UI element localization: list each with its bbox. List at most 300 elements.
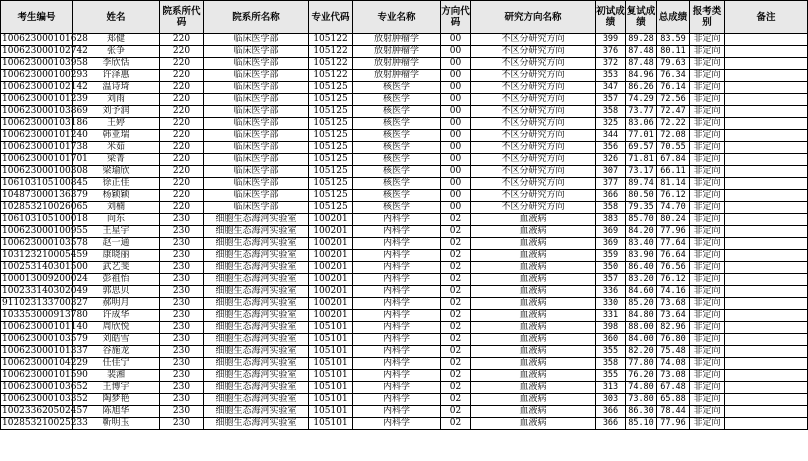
cell-initial-score: 358 bbox=[596, 358, 626, 370]
cell-direction-name: 不区分研究方向 bbox=[471, 178, 596, 190]
cell-direction-name: 血液病 bbox=[471, 418, 596, 430]
cell-direction-name: 血液病 bbox=[471, 214, 596, 226]
cell-direction-name: 不区分研究方向 bbox=[471, 166, 596, 178]
table-row bbox=[1, 418, 808, 430]
cell-major-name: 内科学 bbox=[353, 406, 441, 418]
cell-remarks bbox=[725, 178, 808, 190]
cell-major-code: 100201 bbox=[309, 286, 353, 298]
cell-name: 郑健 bbox=[73, 34, 160, 46]
cell-major-code: 105101 bbox=[309, 418, 353, 430]
cell-major-code: 105101 bbox=[309, 346, 353, 358]
cell-apply-type: 非定向 bbox=[690, 106, 725, 118]
cell-initial-score: 399 bbox=[596, 34, 626, 46]
cell-dept-code: 220 bbox=[160, 106, 204, 118]
cell-dept-code: 230 bbox=[160, 286, 204, 298]
cell-dept-name: 临床医学部 bbox=[204, 94, 309, 106]
table-row bbox=[1, 250, 808, 262]
cell-exam-id: 911023133700327 bbox=[2, 298, 88, 309]
cell-major-code: 105125 bbox=[309, 94, 353, 106]
cell-direction-code: 00 bbox=[441, 118, 471, 130]
cell-total-score: 72.47 bbox=[657, 106, 690, 118]
cell-initial-score: 331 bbox=[596, 310, 626, 322]
cell-apply-type: 非定向 bbox=[690, 334, 725, 346]
cell-initial-score: 303 bbox=[596, 394, 626, 406]
cell-dept-name: 临床医学部 bbox=[204, 58, 309, 70]
cell-dept-name: 临床医学部 bbox=[204, 82, 309, 94]
cell-dept-code: 230 bbox=[160, 250, 204, 262]
cell-major-name: 放射肿瘤学 bbox=[353, 58, 441, 70]
cell-name: 刘楠 bbox=[73, 202, 160, 214]
cell-dept-code: 230 bbox=[160, 406, 204, 418]
table-row bbox=[1, 190, 808, 202]
cell-remarks bbox=[725, 406, 808, 418]
cell-remarks bbox=[725, 394, 808, 406]
cell-initial-score: 313 bbox=[596, 382, 626, 394]
cell-dept-code: 230 bbox=[160, 262, 204, 274]
cell-total-score: 75.48 bbox=[657, 346, 690, 358]
header-direction-code: 方向代码 bbox=[441, 1, 471, 34]
cell-direction-name: 不区分研究方向 bbox=[471, 142, 596, 154]
cell-direction-code: 02 bbox=[441, 274, 471, 286]
cell-dept-code: 230 bbox=[160, 358, 204, 370]
table-row bbox=[1, 142, 808, 154]
cell-exam-id: 102853210026065 bbox=[2, 202, 88, 213]
header-apply-type: 报考类别 bbox=[690, 1, 725, 34]
table-row bbox=[1, 34, 808, 46]
cell-initial-score: 358 bbox=[596, 202, 626, 214]
cell-major-code: 105101 bbox=[309, 358, 353, 370]
cell-retest-score: 85.20 bbox=[626, 298, 657, 310]
cell-direction-code: 02 bbox=[441, 262, 471, 274]
cell-major-code: 105101 bbox=[309, 370, 353, 382]
cell-direction-code: 00 bbox=[441, 34, 471, 46]
cell-dept-code: 230 bbox=[160, 226, 204, 238]
cell-total-score: 76.12 bbox=[657, 190, 690, 202]
cell-apply-type: 非定向 bbox=[690, 202, 725, 214]
cell-major-name: 内科学 bbox=[353, 238, 441, 250]
cell-major-name: 核医学 bbox=[353, 106, 441, 118]
cell-name: 韩亚瑞 bbox=[73, 130, 160, 142]
cell-retest-score: 83.90 bbox=[626, 250, 657, 262]
cell-dept-name: 细胞生态海河实验室 bbox=[204, 298, 309, 310]
cell-direction-code: 00 bbox=[441, 94, 471, 106]
cell-total-score: 73.68 bbox=[657, 298, 690, 310]
table-row bbox=[1, 310, 808, 322]
cell-total-score: 80.11 bbox=[657, 46, 690, 58]
cell-name: 郝明月 bbox=[73, 298, 160, 310]
cell-retest-score: 73.17 bbox=[626, 166, 657, 178]
table-row bbox=[1, 238, 808, 250]
cell-dept-code: 230 bbox=[160, 370, 204, 382]
cell-exam-id: 100233620502457 bbox=[2, 406, 88, 417]
cell-major-name: 内科学 bbox=[353, 418, 441, 430]
cell-dept-name: 细胞生态海河实验室 bbox=[204, 214, 309, 226]
cell-direction-code: 02 bbox=[441, 214, 471, 226]
cell-name: 靳明玉 bbox=[73, 418, 160, 430]
table-row bbox=[1, 46, 808, 58]
cell-major-name: 放射肿瘤学 bbox=[353, 70, 441, 82]
cell-direction-name: 血液病 bbox=[471, 310, 596, 322]
header-retest-score: 复试成绩 bbox=[626, 1, 657, 34]
cell-direction-code: 00 bbox=[441, 142, 471, 154]
cell-retest-score: 79.35 bbox=[626, 202, 657, 214]
cell-exam-id: 100623000103579 bbox=[2, 334, 88, 345]
cell-initial-score: 358 bbox=[596, 106, 626, 118]
cell-initial-score: 344 bbox=[596, 130, 626, 142]
cell-name: 陈旭华 bbox=[73, 406, 160, 418]
cell-retest-score: 86.40 bbox=[626, 262, 657, 274]
cell-initial-score: 326 bbox=[596, 154, 626, 166]
cell-major-name: 核医学 bbox=[353, 130, 441, 142]
cell-remarks bbox=[725, 262, 808, 274]
cell-dept-name: 细胞生态海河实验室 bbox=[204, 250, 309, 262]
cell-major-name: 内科学 bbox=[353, 346, 441, 358]
cell-retest-score: 84.60 bbox=[626, 286, 657, 298]
cell-apply-type: 非定向 bbox=[690, 70, 725, 82]
cell-direction-code: 00 bbox=[441, 70, 471, 82]
cell-direction-name: 血液病 bbox=[471, 286, 596, 298]
cell-major-code: 100201 bbox=[309, 262, 353, 274]
cell-major-code: 105101 bbox=[309, 322, 353, 334]
cell-exam-id: 100623000101140 bbox=[2, 322, 88, 333]
cell-remarks bbox=[725, 166, 808, 178]
cell-retest-score: 85.70 bbox=[626, 214, 657, 226]
cell-major-name: 核医学 bbox=[353, 154, 441, 166]
cell-initial-score: 355 bbox=[596, 370, 626, 382]
cell-total-score: 72.56 bbox=[657, 94, 690, 106]
cell-total-score: 74.08 bbox=[657, 358, 690, 370]
cell-direction-code: 00 bbox=[441, 46, 471, 58]
cell-total-score: 74.70 bbox=[657, 202, 690, 214]
cell-retest-score: 89.28 bbox=[626, 34, 657, 46]
cell-name: 李欣恬 bbox=[73, 58, 160, 70]
header-major-code: 专业代码 bbox=[309, 1, 353, 34]
cell-exam-id: 103353000913780 bbox=[2, 310, 88, 321]
cell-retest-score: 88.00 bbox=[626, 322, 657, 334]
cell-major-name: 核医学 bbox=[353, 94, 441, 106]
cell-initial-score: 369 bbox=[596, 238, 626, 250]
table-row bbox=[1, 262, 808, 274]
cell-remarks bbox=[725, 418, 808, 430]
cell-initial-score: 330 bbox=[596, 298, 626, 310]
table-row bbox=[1, 298, 808, 310]
cell-total-score: 77.96 bbox=[657, 226, 690, 238]
cell-major-code: 105125 bbox=[309, 142, 353, 154]
cell-major-code: 100201 bbox=[309, 226, 353, 238]
cell-direction-code: 02 bbox=[441, 346, 471, 358]
cell-retest-score: 76.20 bbox=[626, 370, 657, 382]
cell-name: 刘雨 bbox=[73, 94, 160, 106]
cell-name: 谷施龙 bbox=[73, 346, 160, 358]
cell-retest-score: 82.20 bbox=[626, 346, 657, 358]
cell-exam-id: 100623000101590 bbox=[2, 370, 88, 381]
cell-name: 王博宇 bbox=[73, 382, 160, 394]
cell-dept-code: 220 bbox=[160, 94, 204, 106]
cell-apply-type: 非定向 bbox=[690, 346, 725, 358]
cell-exam-id: 103123210005459 bbox=[2, 250, 88, 261]
cell-retest-score: 74.80 bbox=[626, 382, 657, 394]
cell-dept-name: 临床医学部 bbox=[204, 142, 309, 154]
cell-direction-name: 不区分研究方向 bbox=[471, 34, 596, 46]
cell-major-name: 内科学 bbox=[353, 298, 441, 310]
cell-dept-code: 220 bbox=[160, 82, 204, 94]
cell-dept-name: 临床医学部 bbox=[204, 190, 309, 202]
cell-exam-id: 100623000102742 bbox=[2, 46, 88, 57]
table-row bbox=[1, 94, 808, 106]
cell-total-score: 76.34 bbox=[657, 70, 690, 82]
cell-remarks bbox=[725, 142, 808, 154]
cell-total-score: 79.63 bbox=[657, 58, 690, 70]
cell-initial-score: 398 bbox=[596, 322, 626, 334]
cell-direction-name: 血液病 bbox=[471, 226, 596, 238]
cell-total-score: 67.48 bbox=[657, 382, 690, 394]
cell-retest-score: 87.48 bbox=[626, 46, 657, 58]
cell-apply-type: 非定向 bbox=[690, 130, 725, 142]
cell-major-name: 核医学 bbox=[353, 178, 441, 190]
cell-exam-id: 102853210025233 bbox=[2, 418, 88, 429]
cell-name: 武艺斐 bbox=[73, 262, 160, 274]
cell-direction-name: 血液病 bbox=[471, 298, 596, 310]
cell-remarks bbox=[725, 70, 808, 82]
cell-name: 康晓丽 bbox=[73, 250, 160, 262]
cell-direction-name: 血液病 bbox=[471, 394, 596, 406]
cell-retest-score: 77.80 bbox=[626, 358, 657, 370]
cell-major-name: 内科学 bbox=[353, 394, 441, 406]
cell-apply-type: 非定向 bbox=[690, 166, 725, 178]
cell-total-score: 77.64 bbox=[657, 238, 690, 250]
cell-apply-type: 非定向 bbox=[690, 46, 725, 58]
cell-direction-code: 02 bbox=[441, 406, 471, 418]
cell-dept-code: 230 bbox=[160, 310, 204, 322]
cell-name: 彭祖怡 bbox=[73, 274, 160, 286]
cell-total-score: 76.12 bbox=[657, 274, 690, 286]
cell-retest-score: 84.80 bbox=[626, 310, 657, 322]
cell-major-code: 100201 bbox=[309, 274, 353, 286]
cell-total-score: 74.16 bbox=[657, 286, 690, 298]
cell-direction-name: 不区分研究方向 bbox=[471, 82, 596, 94]
cell-dept-name: 细胞生态海河实验室 bbox=[204, 334, 309, 346]
cell-initial-score: 350 bbox=[596, 262, 626, 274]
cell-direction-code: 02 bbox=[441, 250, 471, 262]
cell-remarks bbox=[725, 118, 808, 130]
cell-exam-id: 100623000100308 bbox=[2, 166, 88, 177]
cell-name: 郭思贝 bbox=[73, 286, 160, 298]
cell-apply-type: 非定向 bbox=[690, 262, 725, 274]
cell-dept-code: 230 bbox=[160, 334, 204, 346]
cell-apply-type: 非定向 bbox=[690, 118, 725, 130]
cell-total-score: 73.08 bbox=[657, 370, 690, 382]
cell-dept-code: 230 bbox=[160, 298, 204, 310]
cell-apply-type: 非定向 bbox=[690, 322, 725, 334]
cell-dept-name: 细胞生态海河实验室 bbox=[204, 322, 309, 334]
cell-direction-code: 00 bbox=[441, 202, 471, 214]
cell-direction-code: 02 bbox=[441, 370, 471, 382]
cell-total-score: 72.22 bbox=[657, 118, 690, 130]
cell-major-code: 105125 bbox=[309, 166, 353, 178]
cell-dept-name: 细胞生态海河实验室 bbox=[204, 358, 309, 370]
table-row bbox=[1, 322, 808, 334]
cell-remarks bbox=[725, 46, 808, 58]
cell-direction-name: 不区分研究方向 bbox=[471, 118, 596, 130]
table-row bbox=[1, 370, 808, 382]
cell-apply-type: 非定向 bbox=[690, 250, 725, 262]
cell-remarks bbox=[725, 106, 808, 118]
cell-exam-id: 100623000103869 bbox=[2, 106, 88, 117]
cell-dept-code: 220 bbox=[160, 70, 204, 82]
cell-direction-name: 血液病 bbox=[471, 250, 596, 262]
cell-total-score: 81.14 bbox=[657, 178, 690, 190]
cell-retest-score: 84.96 bbox=[626, 70, 657, 82]
cell-exam-id: 100253140301500 bbox=[2, 262, 88, 273]
cell-direction-name: 血液病 bbox=[471, 406, 596, 418]
cell-total-score: 67.84 bbox=[657, 154, 690, 166]
cell-dept-code: 220 bbox=[160, 46, 204, 58]
cell-major-code: 105101 bbox=[309, 382, 353, 394]
cell-direction-name: 不区分研究方向 bbox=[471, 202, 596, 214]
cell-retest-score: 80.50 bbox=[626, 190, 657, 202]
cell-total-score: 73.64 bbox=[657, 310, 690, 322]
cell-total-score: 76.56 bbox=[657, 262, 690, 274]
cell-direction-code: 02 bbox=[441, 394, 471, 406]
cell-total-score: 66.11 bbox=[657, 166, 690, 178]
cell-apply-type: 非定向 bbox=[690, 310, 725, 322]
cell-major-code: 105122 bbox=[309, 70, 353, 82]
cell-total-score: 76.64 bbox=[657, 250, 690, 262]
cell-dept-code: 220 bbox=[160, 130, 204, 142]
cell-remarks bbox=[725, 154, 808, 166]
cell-apply-type: 非定向 bbox=[690, 394, 725, 406]
cell-direction-code: 02 bbox=[441, 226, 471, 238]
cell-dept-name: 临床医学部 bbox=[204, 154, 309, 166]
cell-retest-score: 77.01 bbox=[626, 130, 657, 142]
cell-remarks bbox=[725, 202, 808, 214]
cell-initial-score: 369 bbox=[596, 226, 626, 238]
table-row bbox=[1, 394, 808, 406]
cell-name: 王星宇 bbox=[73, 226, 160, 238]
cell-direction-code: 02 bbox=[441, 310, 471, 322]
cell-dept-code: 220 bbox=[160, 166, 204, 178]
cell-name: 任佳宁 bbox=[73, 358, 160, 370]
cell-exam-id: 106103105100845 bbox=[2, 178, 88, 189]
cell-major-name: 放射肿瘤学 bbox=[353, 46, 441, 58]
table-row bbox=[1, 346, 808, 358]
cell-dept-code: 220 bbox=[160, 34, 204, 46]
cell-exam-id: 100013009200024 bbox=[2, 274, 88, 285]
cell-apply-type: 非定向 bbox=[690, 298, 725, 310]
cell-exam-id: 100623000104229 bbox=[2, 358, 88, 369]
cell-initial-score: 307 bbox=[596, 166, 626, 178]
cell-direction-name: 血液病 bbox=[471, 382, 596, 394]
cell-major-name: 放射肿瘤学 bbox=[353, 34, 441, 46]
cell-dept-name: 临床医学部 bbox=[204, 202, 309, 214]
cell-dept-name: 细胞生态海河实验室 bbox=[204, 370, 309, 382]
cell-major-code: 105122 bbox=[309, 58, 353, 70]
cell-direction-code: 00 bbox=[441, 154, 471, 166]
cell-total-score: 70.55 bbox=[657, 142, 690, 154]
cell-name: 许成华 bbox=[73, 310, 160, 322]
cell-apply-type: 非定向 bbox=[690, 94, 725, 106]
cell-direction-name: 血液病 bbox=[471, 262, 596, 274]
cell-direction-name: 不区分研究方向 bbox=[471, 190, 596, 202]
table-row bbox=[1, 406, 808, 418]
cell-apply-type: 非定向 bbox=[690, 214, 725, 226]
table-row bbox=[1, 118, 808, 130]
cell-major-name: 内科学 bbox=[353, 274, 441, 286]
cell-major-code: 105122 bbox=[309, 34, 353, 46]
cell-major-code: 105122 bbox=[309, 46, 353, 58]
cell-initial-score: 355 bbox=[596, 346, 626, 358]
cell-remarks bbox=[725, 322, 808, 334]
cell-remarks bbox=[725, 226, 808, 238]
cell-initial-score: 359 bbox=[596, 250, 626, 262]
cell-name: 王婷 bbox=[73, 118, 160, 130]
cell-dept-name: 临床医学部 bbox=[204, 34, 309, 46]
cell-dept-code: 230 bbox=[160, 346, 204, 358]
cell-major-name: 内科学 bbox=[353, 334, 441, 346]
cell-total-score: 78.44 bbox=[657, 406, 690, 418]
header-initial-score: 初试成绩 bbox=[596, 1, 626, 34]
cell-exam-id: 100623000103578 bbox=[2, 238, 88, 249]
cell-initial-score: 357 bbox=[596, 274, 626, 286]
cell-apply-type: 非定向 bbox=[690, 82, 725, 94]
cell-remarks bbox=[725, 34, 808, 46]
cell-major-name: 核医学 bbox=[353, 118, 441, 130]
header-major-name: 专业名称 bbox=[353, 1, 441, 34]
cell-dept-name: 细胞生态海河实验室 bbox=[204, 238, 309, 250]
cell-retest-score: 74.29 bbox=[626, 94, 657, 106]
cell-name: 向东 bbox=[73, 214, 160, 226]
cell-remarks bbox=[725, 382, 808, 394]
cell-dept-name: 细胞生态海河实验室 bbox=[204, 418, 309, 430]
cell-direction-code: 02 bbox=[441, 286, 471, 298]
cell-apply-type: 非定向 bbox=[690, 406, 725, 418]
cell-exam-id: 100623000100293 bbox=[2, 70, 88, 81]
table-row bbox=[1, 202, 808, 214]
header-total-score: 总成绩 bbox=[657, 1, 690, 34]
cell-retest-score: 86.30 bbox=[626, 406, 657, 418]
cell-remarks bbox=[725, 82, 808, 94]
cell-retest-score: 73.77 bbox=[626, 106, 657, 118]
cell-dept-code: 220 bbox=[160, 142, 204, 154]
cell-direction-code: 02 bbox=[441, 322, 471, 334]
cell-major-name: 内科学 bbox=[353, 382, 441, 394]
cell-dept-code: 230 bbox=[160, 418, 204, 430]
cell-initial-score: 336 bbox=[596, 286, 626, 298]
cell-dept-code: 220 bbox=[160, 118, 204, 130]
cell-direction-name: 不区分研究方向 bbox=[471, 106, 596, 118]
cell-remarks bbox=[725, 370, 808, 382]
cell-remarks bbox=[725, 58, 808, 70]
cell-dept-code: 230 bbox=[160, 238, 204, 250]
cell-major-name: 内科学 bbox=[353, 226, 441, 238]
cell-exam-id: 100623000101240 bbox=[2, 130, 88, 141]
cell-direction-name: 血液病 bbox=[471, 346, 596, 358]
cell-name: 裴湘 bbox=[73, 370, 160, 382]
table-row bbox=[1, 166, 808, 178]
cell-name: 陶梦艳 bbox=[73, 394, 160, 406]
cell-apply-type: 非定向 bbox=[690, 286, 725, 298]
cell-major-code: 105125 bbox=[309, 178, 353, 190]
cell-direction-code: 02 bbox=[441, 418, 471, 430]
cell-exam-id: 100623000103958 bbox=[2, 58, 88, 69]
cell-name: 许泽惠 bbox=[73, 70, 160, 82]
cell-retest-score: 84.20 bbox=[626, 226, 657, 238]
cell-dept-name: 细胞生态海河实验室 bbox=[204, 310, 309, 322]
cell-total-score: 76.80 bbox=[657, 334, 690, 346]
cell-remarks bbox=[725, 130, 808, 142]
cell-retest-score: 71.81 bbox=[626, 154, 657, 166]
cell-apply-type: 非定向 bbox=[690, 154, 725, 166]
